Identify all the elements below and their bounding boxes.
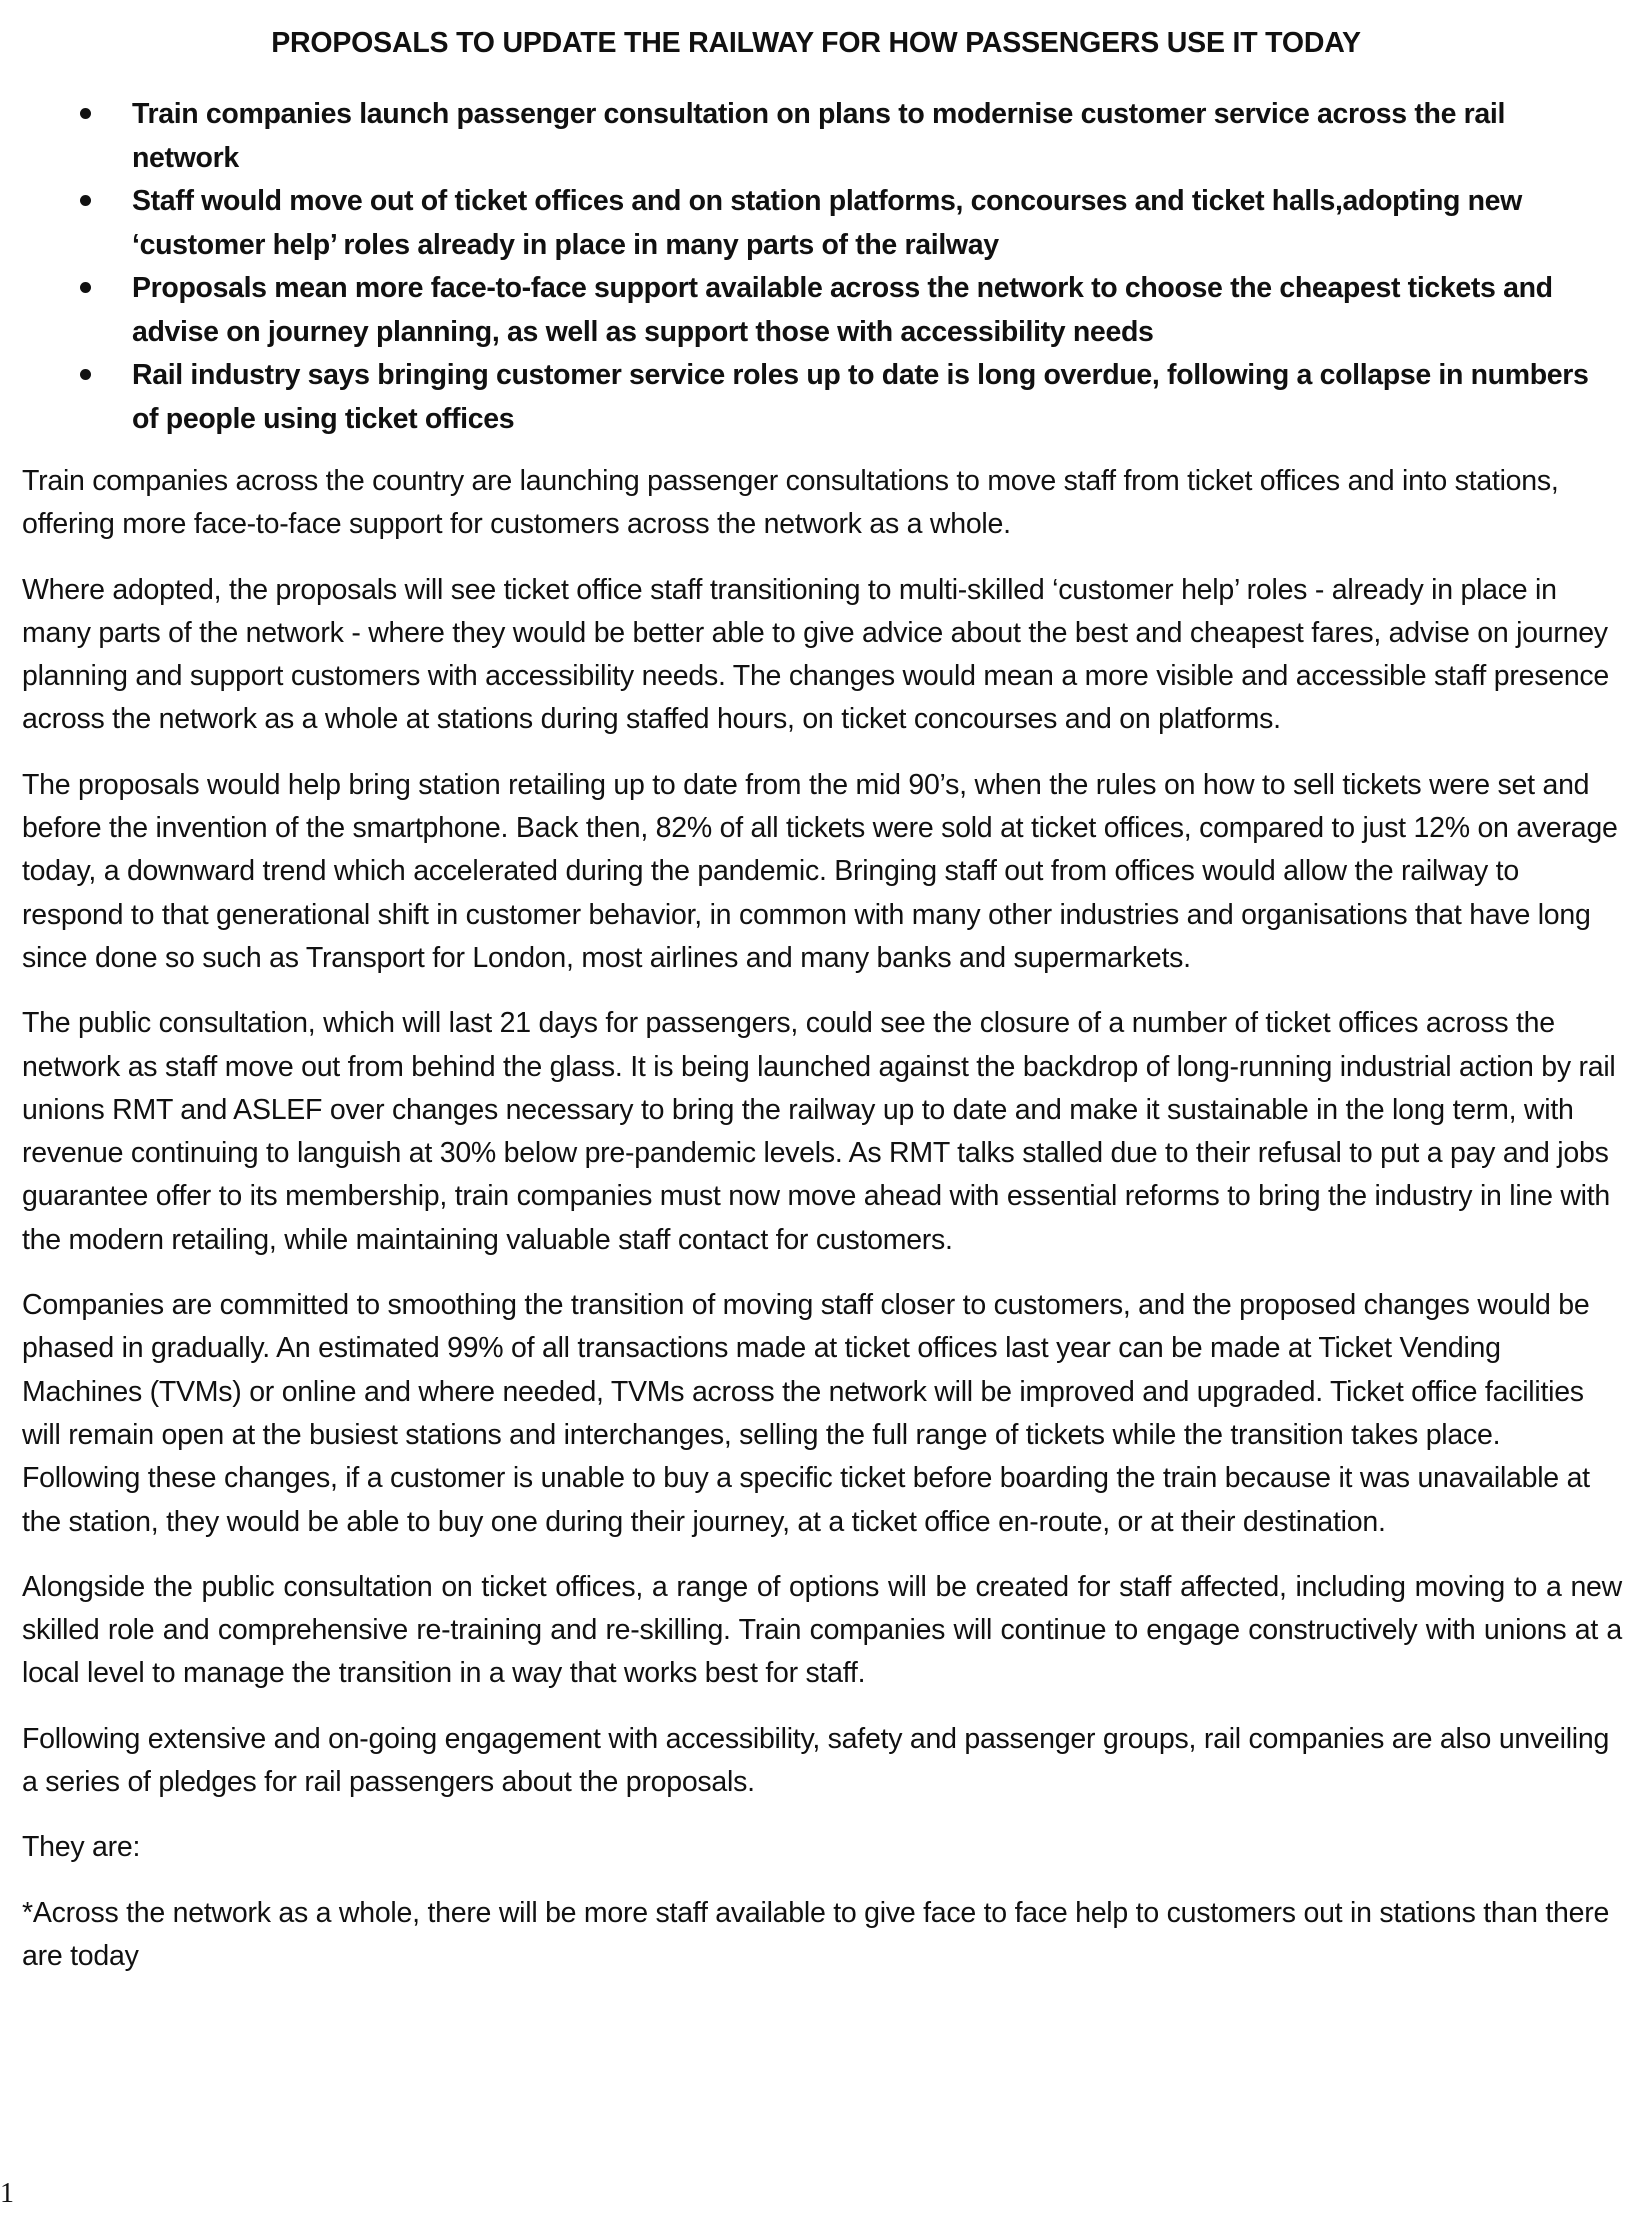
paragraph-transition: Companies are committed to smoothing the transition of moving staff closer to customers, and the proposed changes would be phased in gradually. An estimated 99% of all transactions made at ticket offices last year can be made at Ticket Vending Machines (TVMs) or online and where needed, TVMs across the network will be improved and upgraded. Ticket office facilities will remain open at the busiest stations and interchanges, selling the full range of tickets while the transition takes place. Following these changes, if a customer is unable to buy a specific ticket before boarding the train because it was unavailable at the station, they would be able to buy one during their journey, at a ticket office en-route, or at their destination. [22,1289,1590,1538]
key-point-item [0,267,1632,354]
key-point-text: Proposals mean more face-to-face support available across the network to choose the cheapest tickets and advise on journey planning, as well as support those with accessibility needs [132,272,1553,348]
key-point-text: Staff would move out of ticket offices and on station platforms, concourses and ticket halls,adopting new ‘customer help’ roles already in place in many parts of the railway [132,185,1523,261]
key-points-list [0,93,1632,441]
bullet-icon [80,282,91,293]
key-point-text: Rail industry says bringing customer service roles up to date is long overdue, following a collapse in numbers of people using ticket offices [132,359,1589,435]
paragraph-public-consultation: The public consultation, which will last 21 days for passengers, could see the closure of a number of ticket offices across the network as staff move out from behind the glass. It is being launched against the backdrop of long-running industrial action by rail unions RMT and ASLEF over changes necessary to bring the railway up to date and make it sustainable in the long term, with revenue continuing to languish at 30% below pre-pandemic levels. As RMT talks stalled due to their refusal to put a pay and jobs guarantee offer to its membership, train companies must now move ahead with essential reforms to bring the industry in line with the modern retailing, while maintaining valuable staff contact for customers. [22,1007,1616,1256]
paragraph-pledges-intro: Following extensive and on-going engagement with accessibility, safety and passenger groups, rail companies are also unveiling a series of pledges for rail passengers about the proposals. [22,1722,1610,1799]
bullet-icon [80,108,91,119]
bullet-icon [80,369,91,380]
paragraph-staff-options: Alongside the public consultation on ticket offices, a range of options will be created for staff affected, including moving to a new skilled role and comprehensive re-training and re-skilling. Train companies will continue to engage constructively with unions at a local level to manage the transition in a way that works best for staff. [22,1570,1622,1690]
document-body [22,460,1622,2000]
paragraph-retailing-history: The proposals would help bring station retailing up to date from the mid 90’s, when the rules on how to sell tickets were set and before the invention of the smartphone. Back then, 82% of all tickets were sold at ticket offices, compared to just 12% on average today, a downward trend which accelerated during the pandemic. Bringing staff out from offices would allow the railway to respond to that generational shift in customer behavior, in common with many other industries and organisations that have long since done so such as Transport for London, most airlines and many banks and supermarkets. [22,768,1618,974]
page-number: 1 [0,2178,14,2209]
key-point-text: Train companies launch passenger consultation on plans to modernise customer service across the rail network [132,98,1506,174]
key-point-item [0,180,1632,267]
key-point-item [0,354,1632,441]
paragraph-customer-help-roles: Where adopted, the proposals will see ticket office staff transitioning to multi-skilled ‘customer help’ roles - already in place in many parts of the network - where they would be better able to give advice about the best and cheapest fares, advise on journey planning and support customers with accessibility needs. The changes would mean a more visible and accessible staff presence across the network as a whole at stations during staffed hours, on ticket concourses and on platforms. [22,573,1610,736]
document-title: PROPOSALS TO UPDATE THE RAILWAY FOR HOW PASSENGERS USE IT TODAY [271,27,1361,59]
key-point-item [0,93,1632,180]
paragraph-intro: Train companies across the country are launching passenger consultations to move staff from ticket offices and into stations, offering more face-to-face support for customers across the network as a whole. [22,465,1559,541]
bullet-icon [80,195,91,206]
paragraph-pledge-1: *Across the network as a whole, there will be more staff available to give face to face help to customers out in stations than there are today [22,1896,1610,1972]
paragraph-they-are: They are: [22,1831,141,1864]
